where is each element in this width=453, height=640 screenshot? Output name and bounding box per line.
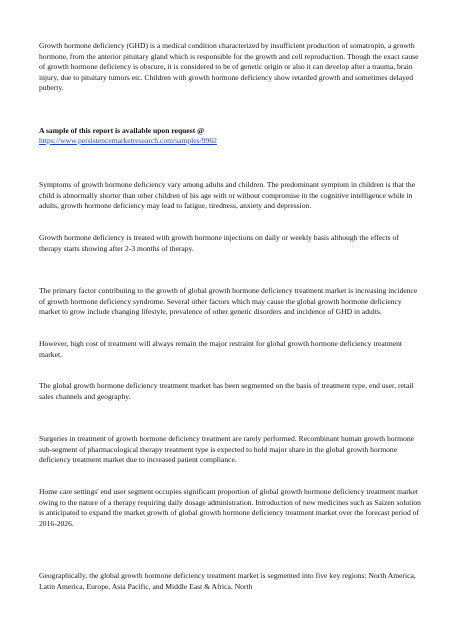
paragraph-geography: Geographically, the global growth hormone deficiency treatment market is segmented into five key regions: North America, Latin America, Europe, Asia Pacific, and Middle East & Africa. North xyxy=(39,571,416,591)
sample-request-link[interactable]: https://www.persistencemarketresearch.com/samples/9962 xyxy=(39,136,217,145)
paragraph-treatment-type: Surgeries in treatment of growth hormone deficiency treatment are rarely performed. Recombinant human growth hormone sub-segment of pharmacological therapy treatment type is expected to hold major share in the global growth hormone deficiency treatment market due to increased patient compliance. xyxy=(39,434,414,465)
paragraph-treatment: Growth hormone deficiency is treated with growth hormone injections on daily or weekly basis although the effects of therapy starts showing after 2-3 months of therapy. xyxy=(39,233,399,253)
paragraph-segmentation: The global growth hormone deficiency treatment market has been segmented on the basis of treatment type, end user, retail sales channels and geography. xyxy=(39,381,414,401)
sample-request-link-line xyxy=(39,136,421,147)
paragraph-end-user: Home care settings' end user segment occupies significant proportion of global growth hormone deficiency treatment market owing to the nature of a therapy requiring daily dosage administration. Introduction of new medicines such as Saizen solution is anticipated to expand the market growth of global growth hormone deficiency treatment market over the forecast period of 2016-2026. xyxy=(39,487,421,528)
paragraph-growth-factors: The primary factor contributing to the growth of global growth hormone deficiency treatment market is increasing incidence of growth hormone deficiency syndrome. Several other factors which may cause the global growth hormone deficiency market to grow include changing lifestyle, prevalence of other genetic disorders and incidence of GHD in adults. xyxy=(39,286,418,317)
sample-request-heading: A sample of this report is available upon request @ xyxy=(39,126,205,135)
paragraph-symptoms: Symptoms of growth hormone deficiency vary among adults and children. The predominant symptom in children is that the child is abnormally shorter than other children of his age with or without compromise in the cognitive intelligence while in adults, growth hormone deficiency may lead to fatigue, tiredness, anxiety and depression. xyxy=(39,180,416,211)
paragraph-restraint: However, high cost of treatment will always remain the major restraint for global growth hormone deficiency treatment market. xyxy=(39,339,403,359)
paragraph-ghd-definition: Growth hormone deficiency (GHD) is a medical condition characterized by insufficient production of somatropin, a growth hormone, from the anterior pituitary gland which is responsible for the growth and cell reproduction. Though the exact cause of growth hormone deficiency is obscure, it is considered to be of genetic origin or also it can develop after a trauma, brain injury, due to pituitary tumors etc. Children with growth hormone deficiency show retarded growth and sometimes delayed puberty. xyxy=(39,41,419,93)
